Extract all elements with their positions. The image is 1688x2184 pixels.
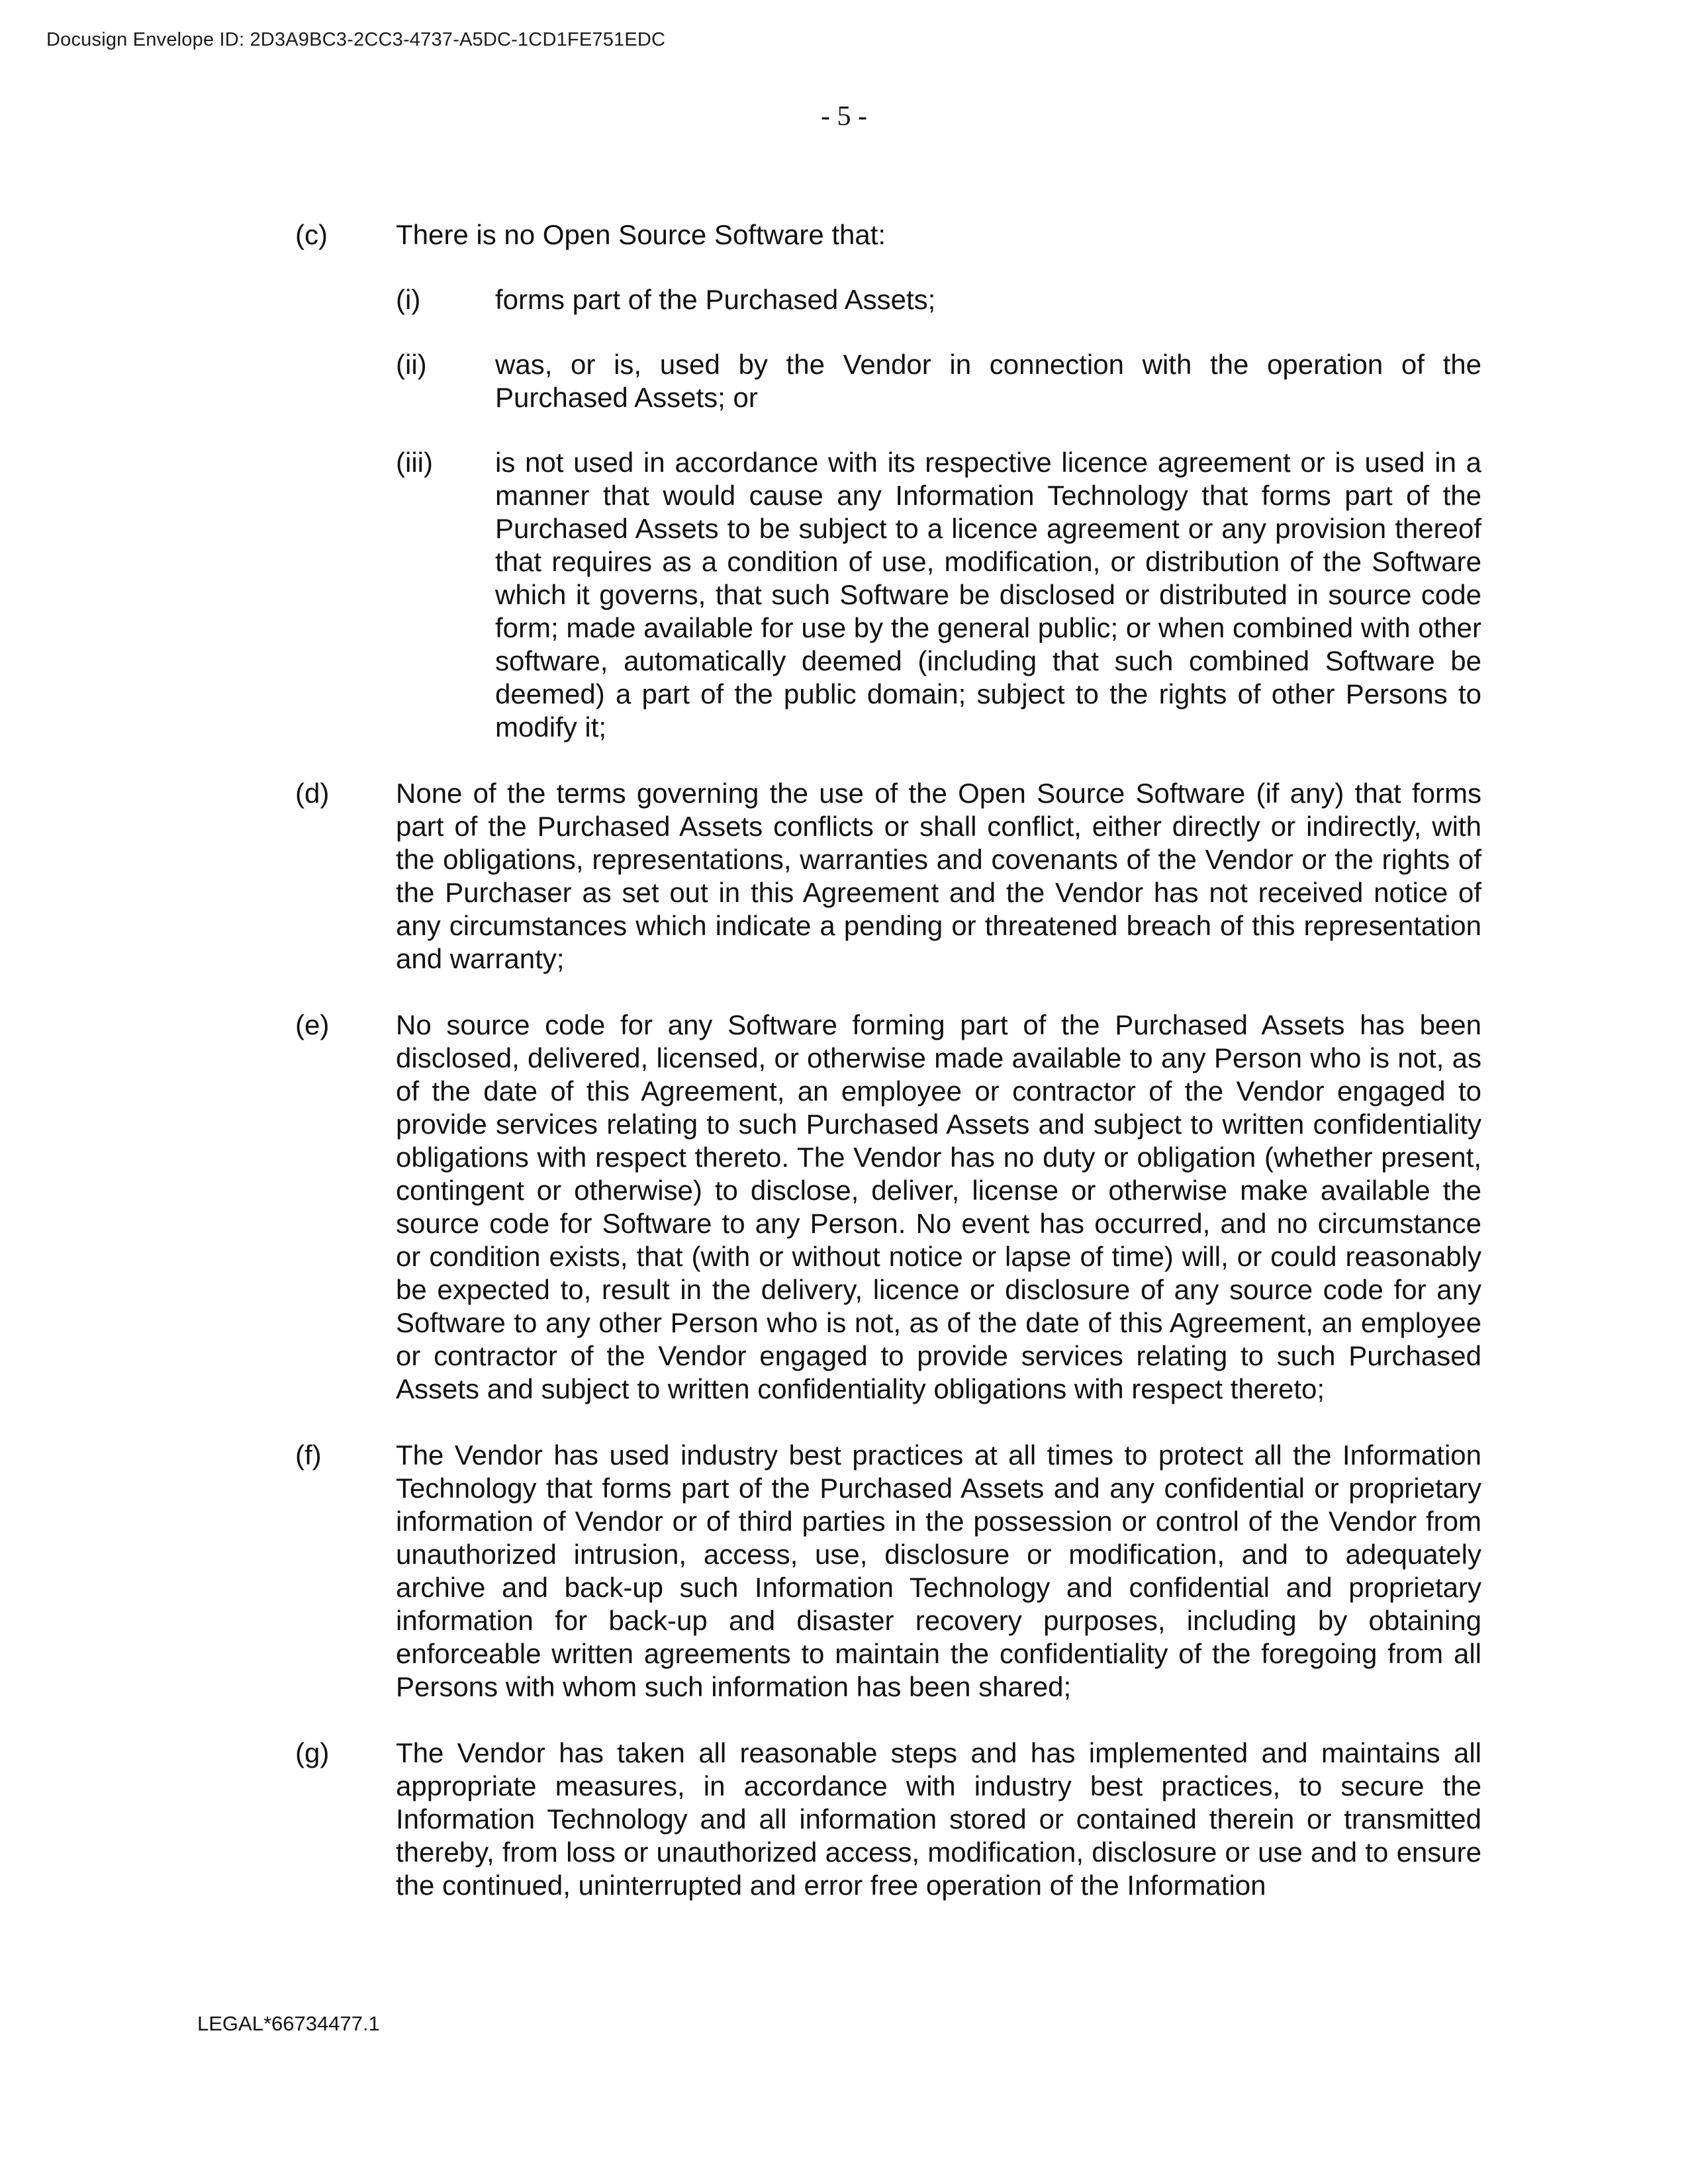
clause-marker: (e) [295,1009,330,1040]
subclause-iii [0,446,1688,744]
envelope-id: Docusign Envelope ID: 2D3A9BC3-2CC3-4737-A5DC-1CD1FE751EDC [46,29,666,50]
clause-g [0,1737,1688,1902]
clause-f [0,1439,1688,1704]
clause-marker: (d) [295,778,330,809]
clause-text: The Vendor has taken all reasonable steps and has implemented and maintains all appropriate measures, in accordance with industry best practices, to secure the Information Technology and all information stored or contained therein or transmitted thereby, from loss or unauthorized access, modification, disclosure or use and to ensure the continued, uninterrupted and error free operation of the Information [396,1737,1481,1901]
clause-d [0,777,1688,976]
subclause-marker: (ii) [396,349,427,380]
clause-e [0,1009,1688,1406]
subclause-marker: (iii) [396,447,433,478]
subclause-i [0,283,1688,316]
clause-text: There is no Open Source Software that: [396,219,886,250]
clause-marker: (f) [295,1439,322,1471]
document-reference: LEGAL*66734477.1 [197,2012,380,2035]
clause-c [0,218,1688,744]
clause-text: None of the terms governing the use of the Open Source Software (if any) that forms part of the Purchased Assets conflicts or shall conflict, either directly or indirectly, with the obligations, representations, warranties and covenants of the Vendor or the rights of the Purchaser as set out in this Agreement and the Vendor has not received notice of any circumstances which indicate a pending or threatened breach of this representation and warranty; [396,778,1481,974]
subclause-text: is not used in accordance with its respective licence agreement or is used in a manner that would cause any Information Technology that forms part of the Purchased Assets to be subject to a licence agreement or any provision thereof that requires as a condition of use, modification, or distribution of the Software which it governs, that such Software be disclosed or distributed in source code form; made available for use by the general public; or when combined with other software, automatically deemed (including that such combined Software be deemed) a part of the public domain; subject to the rights of other Persons to modify it; [495,447,1481,743]
subclause-marker: (i) [396,284,421,315]
subclause-text: was, or is, used by the Vendor in connection with the operation of the Purchased Assets; or [495,349,1481,413]
subclause-text: forms part of the Purchased Assets; [495,284,936,315]
document-body [0,218,1688,1935]
clause-marker: (g) [295,1737,330,1768]
page-number: - 5 - [821,101,867,132]
clause-text: The Vendor has used industry best practices at all times to protect all the Information Technology that forms part of the Purchased Assets and any confidential or proprietary information of Vendor or of third parties in the possession or control of the Vendor from unauthorized intrusion, access, use, disclosure or modification, and to adequately archive and back-up such Information Technology and confidential and proprietary information for back-up and disaster recovery purposes, including by obtaining enforceable written agreements to maintain the confidentiality of the foregoing from all Persons with whom such information has been shared; [396,1439,1481,1702]
clause-marker: (c) [295,219,328,250]
subclause-ii [0,348,1688,414]
clause-text: No source code for any Software forming part of the Purchased Assets has been disclosed, delivered, licensed, or otherwise made available to any Person who is not, as of the date of this Agreement, an employee or contractor of the Vendor engaged to provide services relating to such Purchased Assets and subject to written confidentiality obligations with respect thereto. The Vendor has no duty or obligation (whether present, contingent or otherwise) to disclose, deliver, license or otherwise make available the source code for Software to any Person. No event has occurred, and no circumstance or condition exists, that (with or without notice or lapse of time) will, or could reasonably be expected to, result in the delivery, licence or disclosure of any source code for any Software to any other Person who is not, as of the date of this Agreement, an employee or contractor of the Vendor engaged to provide services relating to such Purchased Assets and subject to written confidentiality obligations with respect thereto; [396,1009,1481,1404]
